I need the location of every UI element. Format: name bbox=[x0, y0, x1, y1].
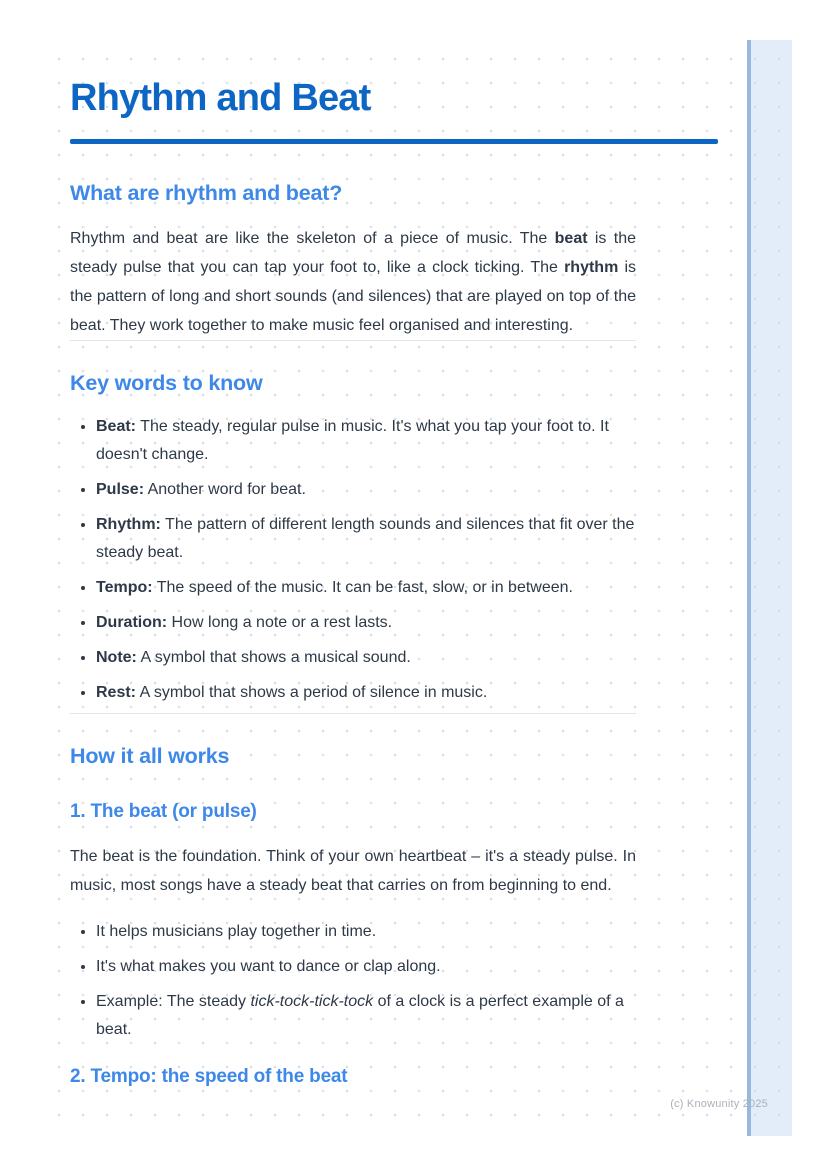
document-content bbox=[70, 40, 718, 1088]
worksheet-page bbox=[40, 40, 792, 1136]
intro-bold-rhythm: rhythm bbox=[564, 259, 619, 276]
keyword-desc: The steady, regular pulse in music. It's what you tap your foot to. It doesn't change. bbox=[96, 418, 609, 463]
page-title: Rhythm and Beat bbox=[70, 77, 371, 119]
intro-text: is the steady pulse that you can tap your foot to, like a clock ticking. The bbox=[70, 230, 637, 276]
example-italic: tick-tock-tick-tock bbox=[250, 993, 374, 1010]
keyword-term: Note: bbox=[96, 649, 137, 666]
page-margin-band bbox=[751, 40, 792, 1136]
text-column bbox=[70, 181, 636, 1088]
list-item bbox=[96, 987, 636, 1044]
intro-text: Rhythm and beat are like the skeleton of a piece of music. The bbox=[70, 230, 555, 247]
example-text: of a clock is a perfect example of a beat. bbox=[96, 993, 624, 1038]
list-item bbox=[96, 678, 636, 707]
intro-text: is the pattern of long and short sounds (and silences) that are played on top of the beat. They work together to make music feel organised and interesting. bbox=[70, 259, 637, 334]
list-item bbox=[96, 475, 636, 504]
intro-paragraph bbox=[70, 224, 636, 340]
keyword-term: Rest: bbox=[96, 684, 137, 701]
section-heading-intro: What are rhythm and beat? bbox=[70, 181, 343, 205]
keyword-desc: The pattern of different length sounds and silences that fit over the steady beat. bbox=[96, 516, 635, 561]
list-item: • It helps musicians play together in time. bbox=[96, 917, 636, 946]
list-item bbox=[96, 643, 636, 672]
subsection-heading-beat: 1. The beat (or pulse) bbox=[70, 801, 257, 822]
list-item bbox=[96, 412, 636, 469]
keyword-term: Duration: bbox=[96, 614, 168, 631]
section-divider bbox=[70, 713, 636, 714]
beat-list bbox=[70, 917, 636, 1044]
section-divider bbox=[70, 340, 636, 341]
list-item bbox=[96, 608, 636, 637]
keyword-desc: The speed of the music. It can be fast, slow, or in between. bbox=[152, 579, 573, 596]
watermark: (c) Knowunity 2025 bbox=[670, 1098, 768, 1110]
keyword-desc: A symbol that shows a period of silence in music. bbox=[136, 684, 488, 701]
list-item bbox=[96, 573, 636, 602]
keyword-term: Beat: bbox=[96, 418, 137, 435]
section-heading-how-it-works: How it all works bbox=[70, 744, 230, 768]
example-text: Example: The steady bbox=[96, 993, 251, 1010]
list-item: • It's what makes you want to dance or clap along. bbox=[96, 952, 636, 981]
keywords-list bbox=[70, 412, 636, 707]
list-item bbox=[96, 510, 636, 567]
keyword-desc: Another word for beat. bbox=[144, 481, 306, 498]
intro-bold-beat: beat bbox=[554, 230, 588, 247]
keyword-term: Rhythm: bbox=[96, 516, 161, 533]
subsection-heading-tempo: 2. Tempo: the speed of the beat bbox=[70, 1066, 348, 1087]
keyword-desc: A symbol that shows a musical sound. bbox=[136, 649, 411, 666]
title-rule bbox=[70, 139, 718, 144]
beat-paragraph: The beat is the foundation. Think of your own heartbeat – it's a steady pulse. In music, most songs have a steady beat that carries on from beginning to end. bbox=[70, 848, 636, 894]
keyword-term: Pulse: bbox=[96, 481, 145, 498]
keyword-term: Tempo: bbox=[96, 579, 153, 596]
keyword-desc: How long a note or a rest lasts. bbox=[167, 614, 393, 631]
section-heading-keywords: Key words to know bbox=[70, 371, 263, 395]
